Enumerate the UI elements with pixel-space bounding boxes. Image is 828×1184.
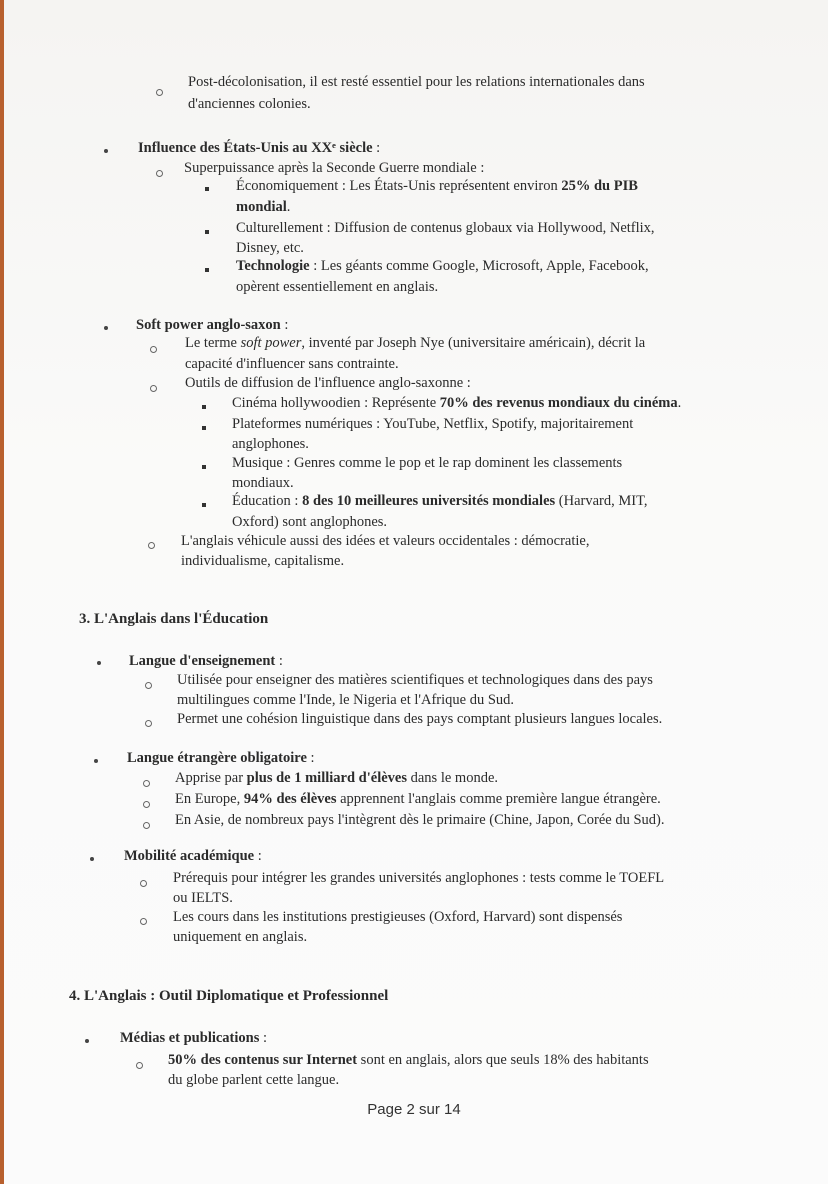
text-line: anglophones.	[232, 436, 309, 452]
text-line	[236, 177, 638, 196]
list-heading-medias	[120, 1029, 267, 1048]
text: dans le monde.	[407, 770, 499, 786]
text-line: Disney, etc.	[236, 240, 304, 256]
section-heading-3: 3. L'Anglais dans l'Éducation	[79, 611, 269, 627]
text-line	[168, 1051, 649, 1070]
circle-bullet-icon	[156, 89, 163, 96]
text-line: du globe parlent cette langue.	[168, 1072, 340, 1088]
square-bullet-icon	[205, 187, 209, 191]
italic-text: soft power	[240, 335, 302, 351]
text: :	[306, 750, 315, 766]
circle-bullet-icon	[136, 1062, 143, 1069]
text-line: uniquement en anglais.	[173, 929, 308, 945]
text-line: Permet une cohésion linguistique dans des pays comptant plusieurs langues locales.	[177, 711, 663, 727]
text: : Les géants comme Google, Microsoft, Apple, Facebook,	[309, 258, 649, 274]
bold-text: Langue d'enseignement	[129, 653, 276, 669]
circle-bullet-icon	[143, 780, 150, 787]
text: Cinéma hollywoodien : Représente	[232, 395, 440, 411]
bold-text: 70% des revenus mondiaux du cinéma	[439, 395, 678, 411]
text: :	[259, 1030, 268, 1046]
text-line: Utilisée pour enseigner des matières scientifiques et technologiques dans des pays	[177, 672, 653, 688]
text-line	[185, 334, 645, 353]
bullet-icon	[90, 857, 94, 861]
bold-text: Influence des États-Unis au XXᵉ siècle	[138, 140, 373, 156]
text-line	[236, 257, 649, 276]
text: Économiquement : Les États-Unis représentent environ	[236, 178, 562, 194]
bold-text: Médias et publications	[120, 1030, 260, 1046]
text-line: Outils de diffusion de l'influence anglo-saxonne :	[185, 375, 471, 391]
text-line: ou IELTS.	[173, 890, 233, 906]
list-heading-soft-power	[136, 316, 288, 335]
text: (Harvard, MIT,	[555, 493, 648, 509]
square-bullet-icon	[202, 405, 206, 409]
text-line	[232, 394, 681, 413]
text-line: Oxford) sont anglophones.	[232, 514, 388, 530]
bullet-icon	[104, 326, 108, 330]
circle-bullet-icon	[150, 385, 157, 392]
text-line	[175, 769, 498, 788]
circle-bullet-icon	[145, 682, 152, 689]
list-heading-langue-enseignement	[129, 652, 283, 671]
text: Apprise par	[175, 770, 247, 786]
bullet-icon	[97, 661, 101, 665]
text: Le terme	[185, 335, 241, 351]
text: :	[280, 317, 289, 333]
square-bullet-icon	[205, 230, 209, 234]
bold-text: Langue étrangère obligatoire	[127, 750, 307, 766]
square-bullet-icon	[202, 465, 206, 469]
text-line: Musique : Genres comme le pop et le rap dominent les classements	[232, 455, 623, 471]
text-line: individualisme, capitalisme.	[181, 553, 345, 569]
text-line: opèrent essentiellement en anglais.	[236, 279, 439, 295]
circle-bullet-icon	[143, 822, 150, 829]
text-line	[236, 198, 290, 217]
text-line: Post-décolonisation, il est resté essentiel pour les relations internationales dans	[188, 74, 645, 90]
text-line: mondiaux.	[232, 475, 294, 491]
circle-bullet-icon	[145, 720, 152, 727]
section-heading-4: 4. L'Anglais : Outil Diplomatique et Professionnel	[69, 988, 389, 1004]
page-number: Page 2 sur 14	[367, 1101, 461, 1118]
circle-bullet-icon	[143, 801, 150, 808]
text: apprennent l'anglais comme première langue étrangère.	[336, 791, 661, 807]
bullet-icon	[94, 759, 98, 763]
bold-text: 94% des élèves	[243, 791, 337, 807]
text-line: d'anciennes colonies.	[188, 96, 311, 112]
text-line: L'anglais véhicule aussi des idées et valeurs occidentales : démocratie,	[181, 533, 590, 549]
text-line: multilingues comme l'Inde, le Nigeria et l'Afrique du Sud.	[177, 692, 515, 708]
bold-text: 8 des 10 meilleures universités mondiales	[302, 493, 556, 509]
text-line: En Asie, de nombreux pays l'intègrent dès le primaire (Chine, Japon, Corée du Sud).	[175, 812, 665, 828]
text: Éducation :	[232, 493, 303, 509]
text-line: capacité d'influencer sans contrainte.	[185, 356, 399, 372]
bold-text: 50% des contenus sur Internet	[168, 1052, 358, 1068]
bold-text: Technologie	[236, 258, 310, 274]
circle-bullet-icon	[156, 170, 163, 177]
text-line: Superpuissance après la Seconde Guerre mondiale :	[184, 160, 485, 176]
bullet-icon	[104, 149, 108, 153]
bold-text: 25% du PIB	[561, 178, 638, 194]
bold-text: Mobilité académique	[124, 848, 255, 864]
bold-text: plus de 1 milliard d'élèves	[246, 770, 407, 786]
bold-text: Soft power anglo-saxon	[136, 317, 281, 333]
circle-bullet-icon	[140, 880, 147, 887]
square-bullet-icon	[205, 268, 209, 272]
text: , inventé par Joseph Nye (universitaire américain), décrit la	[301, 335, 646, 351]
text-line: Prérequis pour intégrer les grandes universités anglophones : tests comme le TOEFL	[173, 870, 665, 886]
text: :	[254, 848, 262, 864]
text: .	[677, 395, 682, 411]
text-line	[175, 790, 661, 809]
text: sont en anglais, alors que seuls 18% des habitants	[357, 1052, 649, 1068]
text-line: Plateformes numériques : YouTube, Netflix, Spotify, majoritairement	[232, 416, 634, 432]
text-line: Les cours dans les institutions prestigieuses (Oxford, Harvard) sont dispensés	[173, 909, 623, 925]
circle-bullet-icon	[140, 918, 147, 925]
circle-bullet-icon	[150, 346, 157, 353]
list-heading-langue-etrangere	[127, 749, 315, 768]
text: .	[286, 199, 291, 215]
bold-text: mondial	[236, 199, 287, 215]
list-heading-mobilite	[124, 847, 262, 866]
circle-bullet-icon	[148, 542, 155, 549]
text: :	[275, 653, 283, 669]
square-bullet-icon	[202, 503, 206, 507]
list-heading-influence	[138, 139, 380, 158]
bullet-icon	[85, 1039, 89, 1043]
text: :	[372, 140, 381, 156]
text: En Europe,	[175, 791, 244, 807]
text-line	[232, 492, 648, 511]
text-line: Culturellement : Diffusion de contenus globaux via Hollywood, Netflix,	[236, 220, 655, 236]
square-bullet-icon	[202, 426, 206, 430]
